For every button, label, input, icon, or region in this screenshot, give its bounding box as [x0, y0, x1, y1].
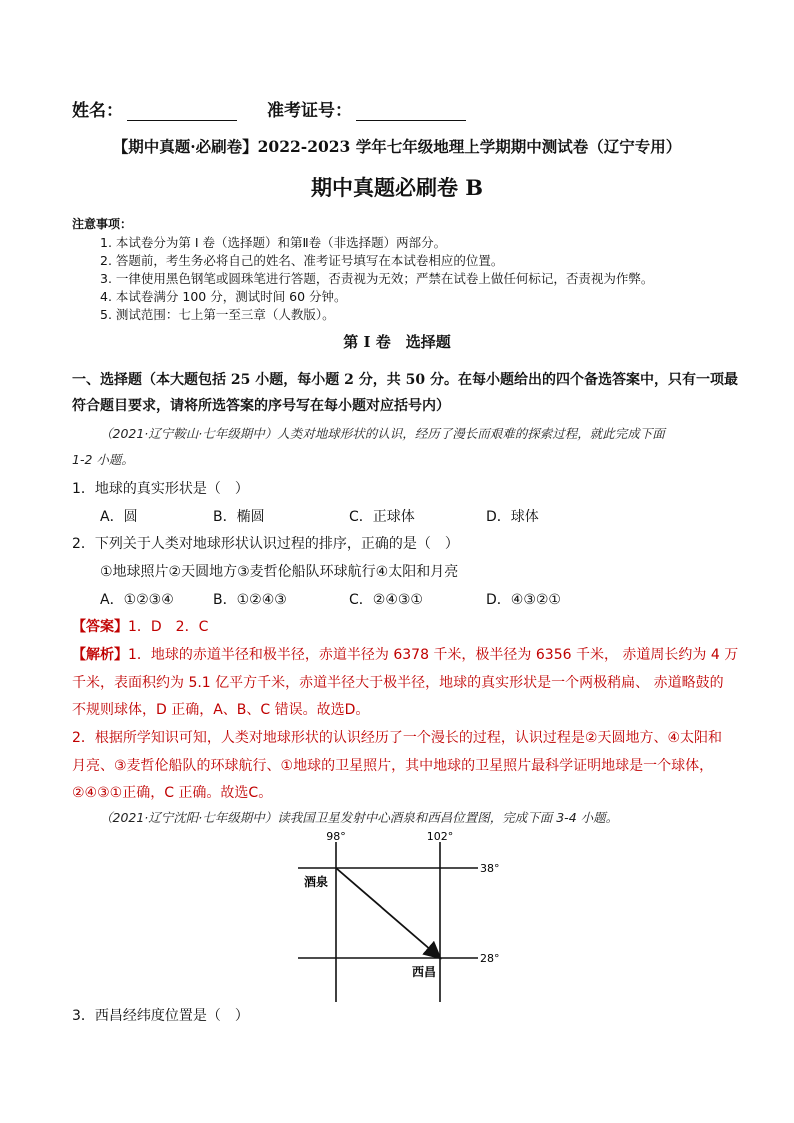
- name-label: 姓名：: [72, 101, 123, 121]
- answer-tag: 【答案】: [72, 619, 128, 635]
- question-2-option-c[interactable]: C．②④③①: [349, 592, 423, 608]
- exam-number-blank[interactable]: [356, 102, 466, 121]
- context-q1-2-line1: （2021·辽宁鞍山·七年级期中）人类对地球形状的认识，经历了漫长而艰难的探索过程，就此完成下面: [100, 426, 665, 441]
- question-2-option-a[interactable]: A．①②③④: [100, 592, 174, 608]
- latitude-label-28: 28°: [480, 952, 500, 965]
- question-1-option-a[interactable]: A．圆: [100, 509, 138, 525]
- context-q3-4: （2021·辽宁沈阳·七年级期中）读我国卫星发射中心酒泉和西昌位置图，完成下面 3-4 小题。: [100, 810, 619, 825]
- question-2-items: ①地球照片②天圆地方③麦哲伦船队环球航行④太阳和月亮: [100, 564, 459, 580]
- part1-title: 第 I 卷 选择题: [343, 333, 451, 351]
- city-label-xichang: 西昌: [412, 965, 437, 979]
- question-1-option-d[interactable]: D．球体: [486, 509, 539, 525]
- city-label-jiuquan: 酒泉: [304, 875, 329, 889]
- question-2-option-b[interactable]: B．①②④③: [213, 592, 287, 608]
- notice-heading: 注意事项：: [72, 217, 133, 231]
- question-2-option-d[interactable]: D．④③②①: [486, 592, 561, 608]
- exam-title: 期中真题必刷卷 B: [310, 175, 484, 200]
- question-1-option-c[interactable]: C．正球体: [349, 509, 415, 525]
- name-blank[interactable]: [127, 102, 237, 121]
- notice-item: 2. 答题前，考生务必将自己的姓名、准考证号填写在本试卷相应的位置。: [100, 253, 504, 268]
- analysis-text: 1．地球的赤道半径和极半径，赤道半径为 6378 千米，极半径为 6356 千米， 赤道周长约为 4 万: [128, 647, 739, 663]
- candidate-info-line: [72, 96, 470, 121]
- analysis-tag: 【解析】: [72, 647, 128, 663]
- exam-subtitle: 【期中真题·必刷卷】2022-2023 学年七年级地理上学期期中测试卷（辽宁专用）: [112, 137, 682, 156]
- notice-item: 1. 本试卷分为第 I 卷（选择题）和第Ⅱ卷（非选择题）两部分。: [100, 235, 447, 250]
- context-q1-2-line2: 1-2 小题。: [72, 452, 134, 467]
- analysis-line: 2．根据所学知识可知，人类对地球形状的认识经历了一个漫长的过程，认识过程是②天圆地方、④太阳和: [72, 730, 723, 746]
- launch-center-location-map: [290, 830, 510, 1005]
- question-3-stem: 3．西昌经纬度位置是（ ）: [72, 1008, 249, 1024]
- route-arrow: [336, 868, 439, 957]
- latitude-label-38: 38°: [480, 862, 500, 875]
- analysis-line: 不规则球体，D 正确，A、B、C 错误。故选D。: [72, 702, 370, 718]
- section1-instruction-line1: 一、选择题（本大题包括 25 小题，每小题 2 分，共 50 分。在每小题给出的四个备选答案中，只有一项最: [72, 372, 738, 388]
- analysis-line: ②④③①正确，C 正确。故选C。: [72, 785, 273, 801]
- exam-number-label: 准考证号：: [267, 101, 352, 121]
- question-2-stem: 2．下列关于人类对地球形状认识过程的排序，正确的是（ ）: [72, 536, 459, 552]
- question-1-option-b[interactable]: B．椭圆: [213, 509, 265, 525]
- question-1-stem: 1．地球的真实形状是（ ）: [72, 481, 249, 497]
- notice-item: 5. 测试范围：七上第一至三章（人教版）。: [100, 307, 335, 322]
- analysis-line: [72, 644, 738, 664]
- answer-line: [72, 616, 208, 636]
- notice-item: 3. 一律使用黑色钢笔或圆珠笔进行答题，否责视为无效；严禁在试卷上做任何标记，否责视为作弊。: [100, 271, 654, 286]
- answer-text: 1．D 2．C: [128, 619, 209, 635]
- longitude-label-102: 102°: [426, 830, 454, 843]
- longitude-label-98: 98°: [326, 830, 346, 843]
- section1-instruction-line2: 符合题目要求，请将所选答案的序号写在每小题对应括号内）: [72, 398, 450, 414]
- notice-item: 4. 本试卷满分 100 分，测试时间 60 分钟。: [100, 289, 347, 304]
- analysis-line: 千米，表面积约为 5.1 亿平方千米，赤道半径大于极半径，地球的真实形状是一个两极稍扁、 赤道略鼓的: [72, 675, 724, 691]
- analysis-line: 月亮、③麦哲伦船队的环球航行、①地球的卫星照片，其中地球的卫星照片最科学证明地球是一个球体，: [72, 758, 714, 774]
